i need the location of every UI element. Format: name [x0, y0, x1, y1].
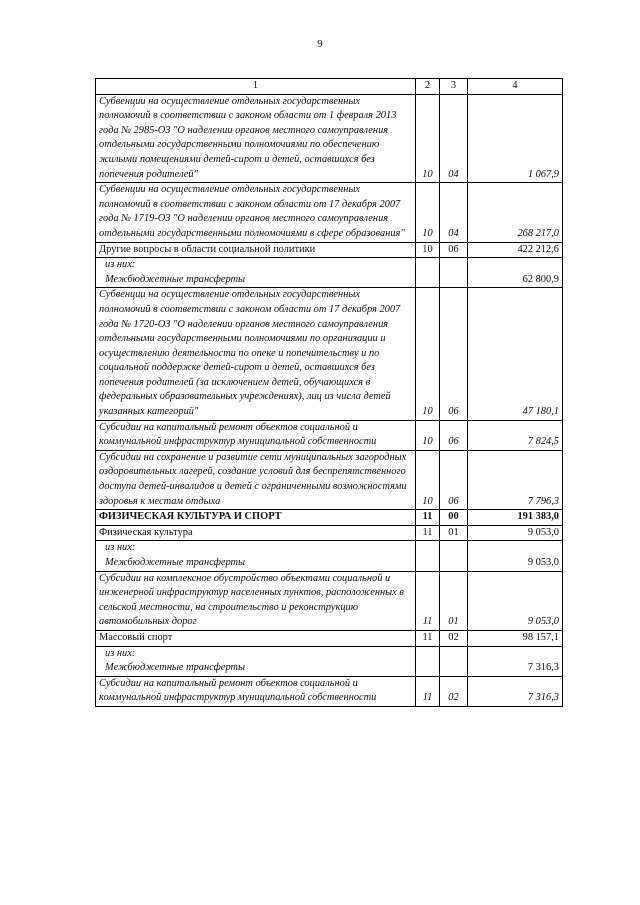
table-row	[96, 242, 563, 258]
row-amount: 9 053,0	[468, 541, 563, 571]
row-description	[96, 525, 416, 541]
row-section-code: 10	[416, 450, 440, 509]
row-amount: 268 217,0	[468, 183, 563, 242]
row-amount: 7 824,5	[468, 420, 563, 450]
row-subsection-code: 06	[440, 420, 468, 450]
row-text: Субсидии на комплексное обустройство объектами социальной и инженерной инфраструктур населенных пунктов, расположенных в сельской местности, на строительство и реконструкцию автомобильных дорог	[99, 572, 404, 628]
row-description	[96, 541, 416, 571]
row-subsection-code	[440, 646, 468, 676]
table-row	[96, 646, 563, 676]
table-row	[96, 288, 563, 420]
row-description	[96, 94, 416, 183]
row-text: Субвенции на осуществление отдельных государственных полномочий в соответствии с законом области от 17 декабря 2007 года № 1720-ОЗ "О наделении органов местного самоуправления отдельными государственными полномочиями по организации и осуществлению деятельности по опеке и попечительству и по социальной поддержке детей-сирот и детей, оставшихся без попечения родителей (за исключением детей, обучающихся в федеральных образовательных учреждениях), лиц из числа детей указанных категорий"	[99, 289, 401, 418]
row-amount: 62 800,9	[468, 258, 563, 288]
row-amount: 9 053,0	[468, 525, 563, 541]
page-number: 9	[317, 38, 323, 50]
row-amount: 7 796,3	[468, 450, 563, 509]
row-subsection-code: 06	[440, 450, 468, 509]
header-cell-4: 4	[468, 79, 563, 95]
row-description	[96, 646, 416, 676]
row-subheading: из них:	[105, 647, 136, 659]
row-subheading-label: Межбюджетные трансферты	[105, 557, 246, 568]
row-text: Субсидии на капитальный ремонт объектов социальной и коммунальной инфраструктур муниципальной собственности	[99, 421, 377, 448]
row-section-code: 10	[416, 242, 440, 258]
row-subheading: из них:	[105, 542, 136, 554]
row-text: Субвенции на осуществление отдельных государственных полномочий в соответствии с законом области от 17 декабря 2007 года № 1719-ОЗ "О наделении органов местного самоуправления отдельными государственными полномочиями в сфере образования"	[99, 184, 405, 239]
row-subsection-code: 00	[440, 510, 468, 526]
row-description	[96, 258, 416, 288]
row-amount: 422 212,6	[468, 242, 563, 258]
row-text: Массовый спорт	[99, 631, 173, 643]
row-text: Физическая культура	[99, 526, 193, 538]
row-amount: 98 157,1	[468, 630, 563, 646]
row-subheading: из них:	[105, 259, 136, 271]
table-row	[96, 94, 563, 183]
table-row	[96, 525, 563, 541]
budget-table	[95, 78, 563, 707]
row-amount: 191 383,0	[468, 510, 563, 526]
header-cell-1: 1	[96, 79, 416, 95]
row-subsection-code: 01	[440, 571, 468, 630]
row-description	[96, 510, 416, 526]
table-row	[96, 510, 563, 526]
row-subsection-code: 02	[440, 676, 468, 706]
row-section-code: 10	[416, 288, 440, 420]
row-text: ФИЗИЧЕСКАЯ КУЛЬТУРА И СПОРТ	[99, 511, 282, 523]
row-text: Субсидии на капитальный ремонт объектов социальной и коммунальной инфраструктур муниципальной собственности	[99, 677, 377, 704]
row-section-code: 11	[416, 630, 440, 646]
row-subsection-code: 04	[440, 183, 468, 242]
row-description	[96, 630, 416, 646]
row-amount: 47 180,1	[468, 288, 563, 420]
row-description	[96, 242, 416, 258]
row-text: Другие вопросы в области социальной политики	[99, 243, 316, 255]
row-section-code	[416, 258, 440, 288]
row-section-code	[416, 541, 440, 571]
table-row	[96, 183, 563, 242]
row-section-code: 11	[416, 676, 440, 706]
row-section-code: 10	[416, 94, 440, 183]
row-section-code	[416, 646, 440, 676]
row-subsection-code: 02	[440, 630, 468, 646]
row-section-code: 11	[416, 571, 440, 630]
row-amount: 7 316,3	[468, 676, 563, 706]
row-text: Субвенции на осуществление отдельных государственных полномочий в соответствии с законом области от 1 февраля 2013 года № 2985-ОЗ "О наделении органов местного самоуправления отдельными государственными полномочиями по обеспечению жилыми помещениями детей-сирот и детей, оставшихся без попечения родителей"	[99, 95, 397, 180]
row-subheading-label: Межбюджетные трансферты	[105, 662, 246, 674]
table-row	[96, 450, 563, 509]
row-description	[96, 676, 416, 706]
header-cell-2: 2	[416, 79, 440, 95]
table-row	[96, 676, 563, 706]
row-amount: 9 053,0	[468, 571, 563, 630]
row-subheading-label: Межбюджетные трансферты	[105, 273, 246, 285]
row-subsection-code	[440, 541, 468, 571]
row-amount: 1 067,9	[468, 94, 563, 183]
row-subsection-code: 04	[440, 94, 468, 183]
row-section-code: 10	[416, 183, 440, 242]
row-amount: 7 316,3	[468, 646, 563, 676]
row-section-code: 10	[416, 420, 440, 450]
table-row	[96, 541, 563, 571]
table-row	[96, 571, 563, 630]
row-subsection-code	[440, 258, 468, 288]
row-section-code: 11	[416, 525, 440, 541]
row-subsection-code: 01	[440, 525, 468, 541]
row-description	[96, 450, 416, 509]
header-cell-3: 3	[440, 79, 468, 95]
table-row	[96, 630, 563, 646]
row-description	[96, 183, 416, 242]
row-description	[96, 571, 416, 630]
row-description	[96, 420, 416, 450]
row-description	[96, 288, 416, 420]
row-subsection-code: 06	[440, 242, 468, 258]
table-row	[96, 258, 563, 288]
table-header-row	[96, 79, 563, 95]
row-text: Субсидии на сохранение и развитие сети муниципальных загородных оздоровительных лагерей, создание условий для беспрепятственного доступа детей-инвалидов и детей с ограниченными возможностями здоровья к местам отдыха	[99, 451, 407, 507]
row-section-code: 11	[416, 510, 440, 526]
row-subsection-code: 06	[440, 288, 468, 420]
table-row	[96, 420, 563, 450]
